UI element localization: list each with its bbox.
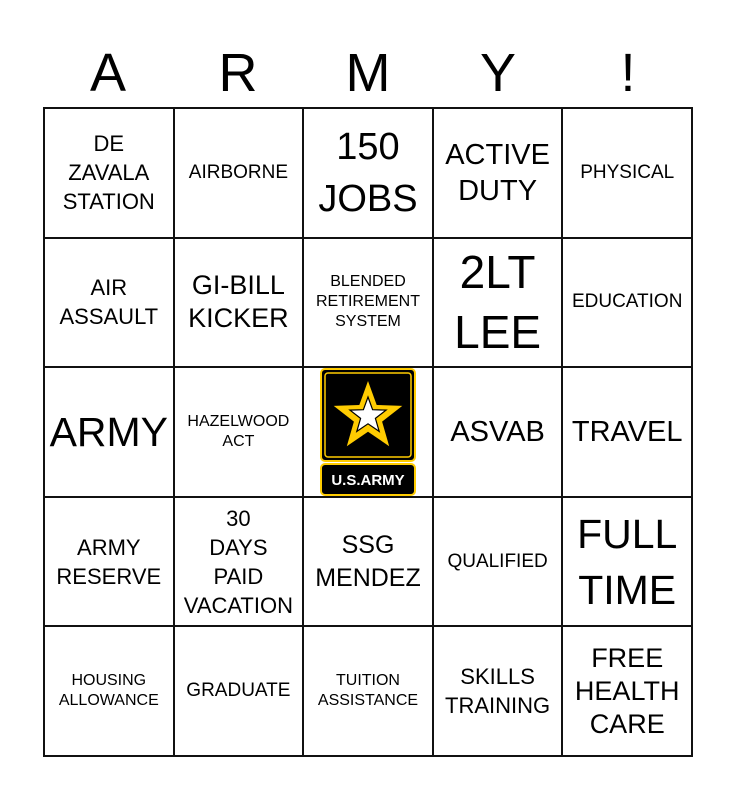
- bingo-cell[interactable]: ARMY RESERVE: [45, 498, 175, 628]
- header-letter-m: M: [345, 43, 391, 103]
- bingo-cell[interactable]: HOUSING ALLOWANCE: [45, 627, 175, 757]
- bingo-cell[interactable]: 30 DAYS PAID VACATION: [175, 498, 305, 628]
- header-letter-y: Y: [479, 43, 517, 103]
- bingo-cell[interactable]: GRADUATE: [175, 627, 305, 757]
- bingo-cell[interactable]: TRAVEL: [563, 368, 693, 498]
- header-letter-r: R: [218, 43, 258, 103]
- bingo-cell[interactable]: SSG MENDEZ: [304, 498, 434, 628]
- header-letter-exclaim: !: [620, 43, 636, 103]
- bingo-cell[interactable]: FREE HEALTH CARE: [563, 627, 693, 757]
- header-letter-a: A: [89, 43, 127, 103]
- bingo-cell[interactable]: BLENDED RETIREMENT SYSTEM: [304, 239, 434, 369]
- bingo-cell[interactable]: 150 JOBS: [304, 109, 434, 239]
- bingo-cell[interactable]: DE ZAVALA STATION: [45, 109, 175, 239]
- bingo-cell[interactable]: ARMY: [45, 368, 175, 498]
- bingo-cell[interactable]: AIRBORNE: [175, 109, 305, 239]
- bingo-cell[interactable]: SKILLS TRAINING: [434, 627, 564, 757]
- bingo-cell[interactable]: EDUCATION: [563, 239, 693, 369]
- bingo-cell[interactable]: ASVAB: [434, 368, 564, 498]
- bingo-cell[interactable]: ACTIVE DUTY: [434, 109, 564, 239]
- bingo-cell[interactable]: TUITION ASSISTANCE: [304, 627, 434, 757]
- bingo-cell[interactable]: QUALIFIED: [434, 498, 564, 628]
- army-logo-text: U.S.ARMY: [331, 472, 405, 489]
- bingo-cell[interactable]: AIR ASSAULT: [45, 239, 175, 369]
- bingo-cell[interactable]: PHYSICAL: [563, 109, 693, 239]
- bingo-header: [43, 40, 693, 106]
- bingo-cell[interactable]: GI-BILL KICKER: [175, 239, 305, 369]
- bingo-cell[interactable]: 2LT LEE: [434, 239, 564, 369]
- army-star-logo-icon: [320, 368, 416, 496]
- bingo-grid: [43, 107, 693, 757]
- free-space-cell[interactable]: [304, 368, 434, 498]
- bingo-cell[interactable]: HAZELWOOD ACT: [175, 368, 305, 498]
- bingo-cell[interactable]: FULL TIME: [563, 498, 693, 628]
